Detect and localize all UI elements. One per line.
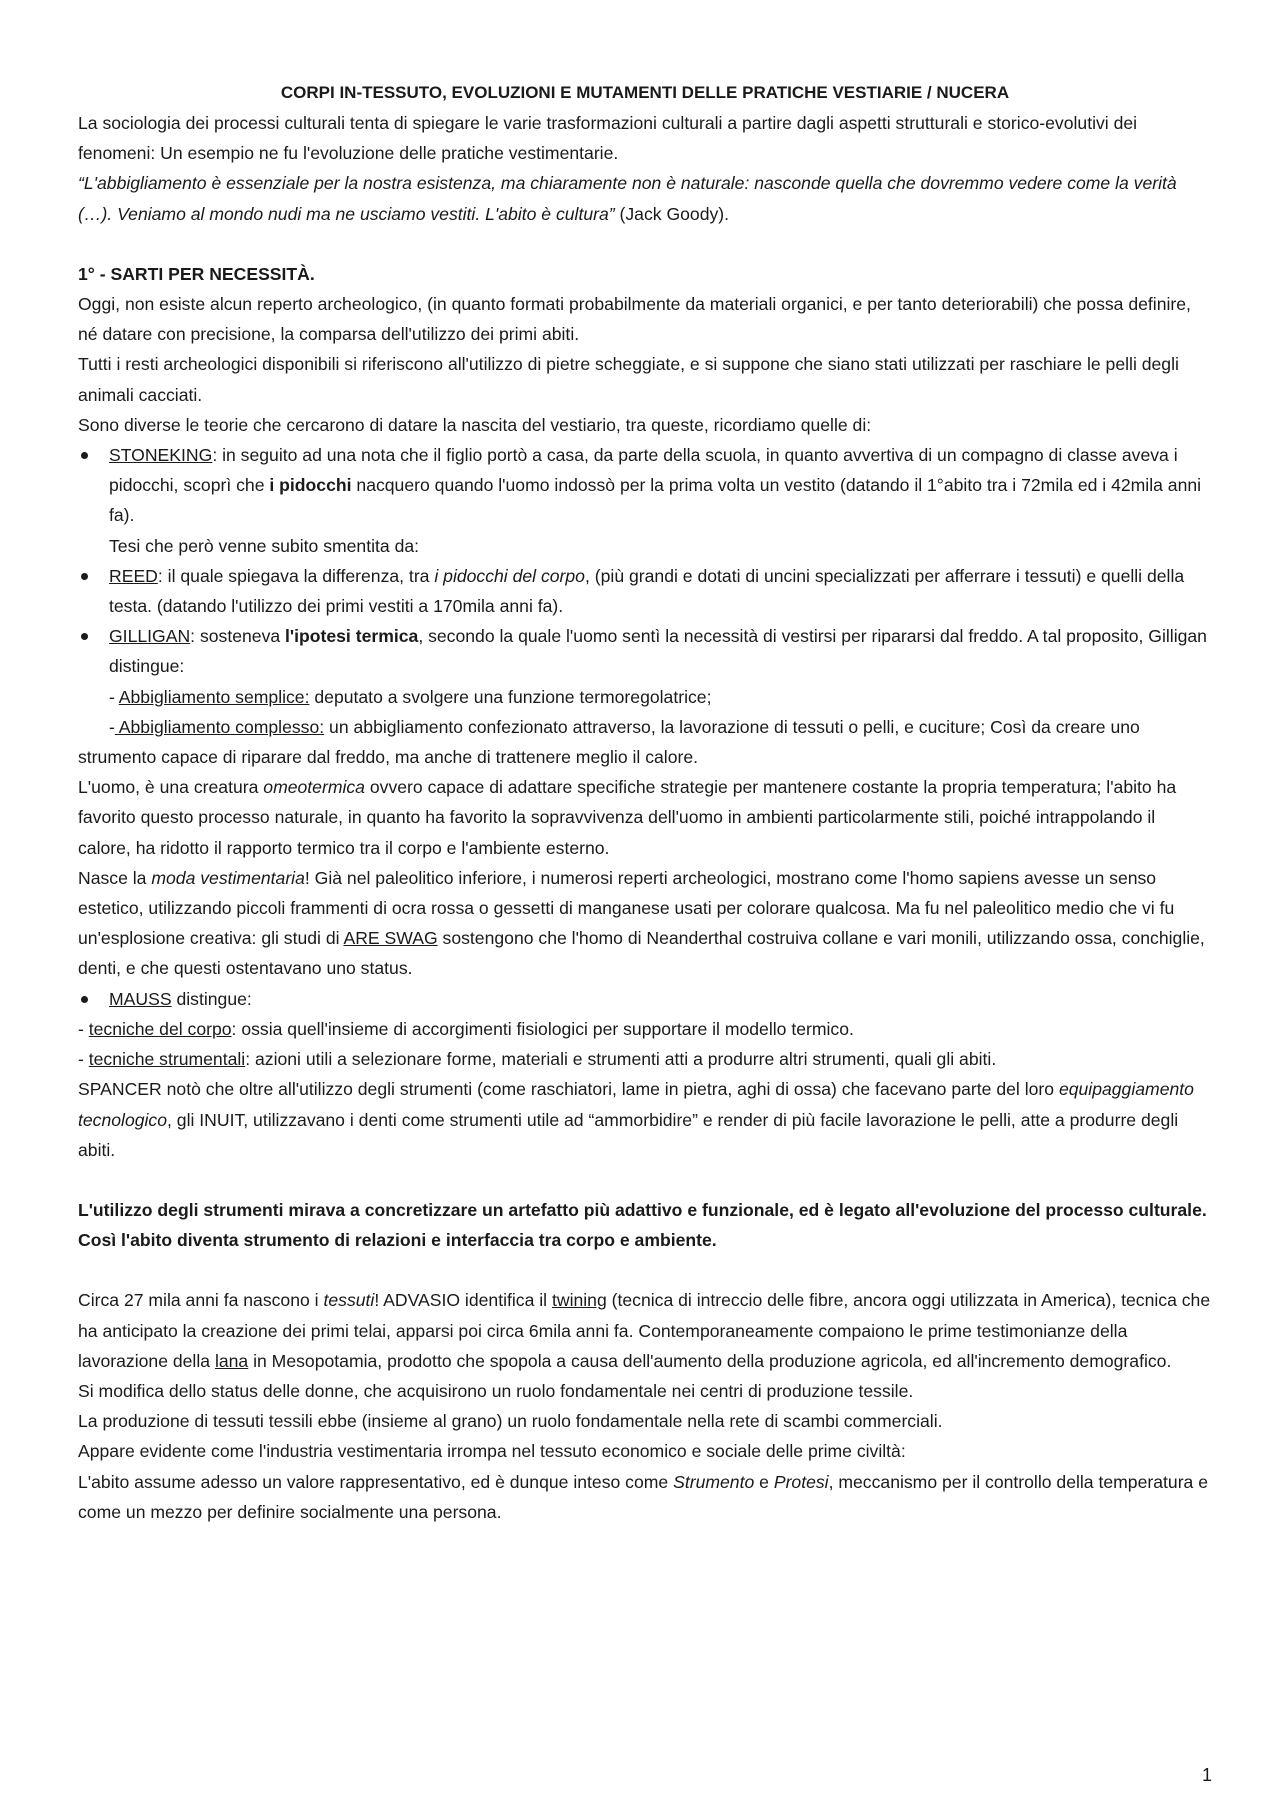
page-title: CORPI IN-TESSUTO, EVOLUZIONI E MUTAMENTI DELLE PRATICHE VESTIARIE / NUCERA (280, 83, 1010, 102)
underlined-term: ARE SWAG (343, 928, 438, 949)
list-item-gilligan (78, 621, 1212, 712)
theorist-name: STONEKING (109, 445, 213, 466)
list-item-reed (78, 561, 1212, 621)
text: e (754, 1471, 774, 1492)
underlined-term: lana (214, 1350, 249, 1371)
list-note: Tesi che però venne subito smentita da: (109, 535, 420, 556)
theories-list (78, 440, 1212, 712)
bold-term: i pidocchi (269, 475, 352, 496)
text: in Mesopotamia, prodotto che spopola a causa dell'aumento della produzione agricola, ed all'incremento demografico. (248, 1350, 1172, 1371)
text: , meccanismo per il controllo della temperatura e come un mezzo per definire socialmente una persona. (78, 1471, 1209, 1522)
list-text: : il quale spiegava la differenza, tra (157, 565, 435, 586)
paragraph: Tutti i resti archeologici disponibili si riferiscono all'utilizzo di pietre scheggiate, e si suppone che siano stati utilizzati per raschiare le pelli degli animali cacciati. (78, 354, 1179, 405)
italic-term: moda vestimentaria (151, 867, 305, 888)
bullet-icon (81, 573, 88, 580)
text: , gli INUIT, utilizzavano i denti come strumenti utile ad “ammorbidire” e render di più facile lavorazione le pelli, atte a produrre degli abiti. (78, 1109, 1179, 1160)
text: sostengono che l'homo di Neanderthal costruiva collane e vari monili, utilizzando ossa, conchiglie, denti, e che questi ostentavano uno status. (78, 928, 1205, 979)
italic-term: Protesi (773, 1471, 829, 1492)
document-page (78, 78, 1212, 1527)
bold-term: l'ipotesi termica (285, 626, 419, 647)
quote-author: (Jack Goody). (614, 203, 730, 224)
text: Nasce la (78, 867, 152, 888)
text: ! ADVASIO identifica il (374, 1290, 552, 1311)
list-text: : in seguito ad una nota che il figlio portò a casa, da parte della scuola, in quanto avvertiva di un compagno di classe aveva i pidocchi, scoprì che (109, 445, 1178, 496)
list-text: distingue: (171, 988, 252, 1009)
text: L'abito assume adesso un valore rappresentativo, ed è dunque inteso come (78, 1471, 674, 1492)
quote-text: “L'abbigliamento è essenziale per la nostra esistenza, ma chiaramente non è naturale: nasconde quella che dovremmo vedere come la verità (…). Veniamo al mondo nudi ma ne usciamo vestiti. L'abito è cultura” (78, 173, 1177, 224)
sub-item-simple (109, 682, 1212, 712)
mauss-line-1 (78, 1014, 1212, 1044)
underlined-term: tecniche strumentali (88, 1049, 246, 1070)
text: Circa 27 mila anni fa nascono i (78, 1290, 324, 1311)
sub-text: un abbigliamento confezionato attraverso, la lavorazione di tessuti o pelli, e cuciture; Così da creare uno strumento capace di riparare dal freddo, ma anche di trattenere meglio il calore. (78, 716, 1140, 768)
paragraph-moda (78, 863, 1212, 984)
dash: - (109, 686, 119, 707)
paragraph-abito (78, 1467, 1212, 1527)
dash: - (78, 1049, 89, 1070)
italic-term: tessuti (323, 1290, 375, 1311)
list-item-mauss (78, 984, 1212, 1014)
text: L'uomo, è una creatura (78, 777, 264, 798)
italic-term: omeotermica (263, 777, 365, 798)
sub-text: deputato a svolgere una funzione termoregolatrice; (309, 686, 712, 707)
text: : ossia quell'insieme di accorgimenti fisiologici per supportare il modello termico. (231, 1018, 854, 1039)
list-text: , secondo la quale l'uomo sentì la necessità di vestirsi per ripararsi dal freddo. A tal proposito, Gilligan distingue: (109, 626, 1207, 677)
text: : azioni utili a selezionare forme, materiali e strumenti atti a produrre altri strumenti, quali gli abiti. (245, 1049, 997, 1070)
paragraph: Si modifica dello status delle donne, che acquisirono un ruolo fondamentale nei centri di produzione tessile. (78, 1380, 914, 1401)
list-text: : sosteneva (190, 626, 286, 647)
intro-paragraph: La sociologia dei processi culturali tenta di spiegare le varie trasformazioni culturali a partire dagli aspetti strutturali e storico-evolutivi dei fenomeni: Un esempio ne fu l'evoluzione delle pratiche vestimentarie. (78, 113, 1138, 164)
theorist-name: MAUSS (109, 988, 172, 1009)
paragraph: Sono diverse le teorie che cercarono di datare la nascita del vestiario, tra queste, ricordiamo quelle di: (78, 414, 872, 435)
list-item-stoneking (78, 440, 1212, 561)
quote-paragraph (78, 168, 1212, 228)
page-number: 1 (1201, 1765, 1212, 1785)
section-heading: 1° - SARTI PER NECESSITÀ. (78, 263, 315, 284)
paragraph: Appare evidente come l'industria vestimentaria irrompa nel tessuto economico e sociale delle prime civiltà: (78, 1441, 906, 1462)
paragraph-tessuti (78, 1285, 1212, 1376)
dash: - (78, 1018, 89, 1039)
theorist-name: GILLIGAN (109, 626, 191, 647)
text: (tecnica di intreccio delle fibre, ancora oggi utilizzata in America), tecnica che ha anticipato la creazione dei primi telai, apparsi poi circa 6mila anni fa. Contemporaneamente compaiono le prime testimonianze della lavorazione della (78, 1290, 1211, 1371)
theorist-name: REED (109, 565, 158, 586)
bold-paragraph: L'utilizzo degli strumenti mirava a concretizzare un artefatto più adattivo e funzionale, ed è legato all'evoluzione del processo culturale. Così l'abito diventa strumento di relazioni e interfaccia tra corpo e ambiente. (78, 1199, 1207, 1251)
paragraph: La produzione di tessuti tessili ebbe (insieme al grano) un ruolo fondamentale nella rete di scambi commerciali. (78, 1411, 943, 1432)
sub-label: Abbigliamento complesso: (114, 716, 325, 737)
text: SPANCER notò che oltre all'utilizzo degli strumenti (come raschiatori, lame in pietra, aghi di ossa) che facevano parte del loro (78, 1079, 1059, 1100)
mauss-list (78, 984, 1212, 1014)
list-text: nacquero quando l'uomo indossò per la prima volta un vestito (datando il 1°abito tra i 72mila ed i 42mila anni fa). (109, 475, 1202, 526)
italic-term: Strumento (673, 1471, 755, 1492)
paragraph: Oggi, non esiste alcun reperto archeologico, (in quanto formati probabilmente da materiali organici, e per tanto deteriorabili) che possa definire, né datare con precisione, la comparsa dell'utilizzo dei primi abiti. (78, 294, 1191, 345)
text: ! Già nel paleolitico inferiore, i numerosi reperti archeologici, mostrano come l'homo sapiens avesse un senso estetico, utilizzando piccoli frammenti di ocra rossa o gessetti di manganese usati per colorare qualcosa. Ma fu nel paleolitico medio che vi fu un'esplosione creativa: gli studi di (78, 867, 1175, 949)
sub-item-complex (78, 712, 1212, 772)
list-text: , (più grandi e dotati di uncini specializzati per afferrare i tessuti) e quelli della testa. (datando l'utilizzo dei primi vestiti a 170mila anni fa). (109, 565, 1185, 617)
underlined-term: twining (551, 1290, 607, 1311)
paragraph-omeotermica (78, 772, 1212, 863)
italic-term: equipaggiamento tecnologico (78, 1079, 1194, 1130)
mauss-line-2 (78, 1044, 1212, 1074)
bullet-icon (81, 996, 88, 1003)
bullet-icon (81, 452, 88, 459)
italic-term: i pidocchi del corpo (434, 565, 585, 586)
dash: - (109, 716, 115, 737)
text: ovvero capace di adattare specifiche strategie per mantenere costante la propria temperatura; l'abito ha favorito questo processo naturale, in quanto ha favorito la sopravvivenza dell'uomo in ambienti particolarmente stili, poiché intrappolando il calore, ha ridotto il rapporto termico tra il corpo e l'ambiente esterno. (78, 777, 1177, 858)
sub-label: Abbigliamento semplice: (118, 686, 310, 707)
underlined-term: tecniche del corpo (88, 1018, 232, 1039)
bullet-icon (81, 633, 88, 640)
paragraph-spancer (78, 1074, 1212, 1165)
